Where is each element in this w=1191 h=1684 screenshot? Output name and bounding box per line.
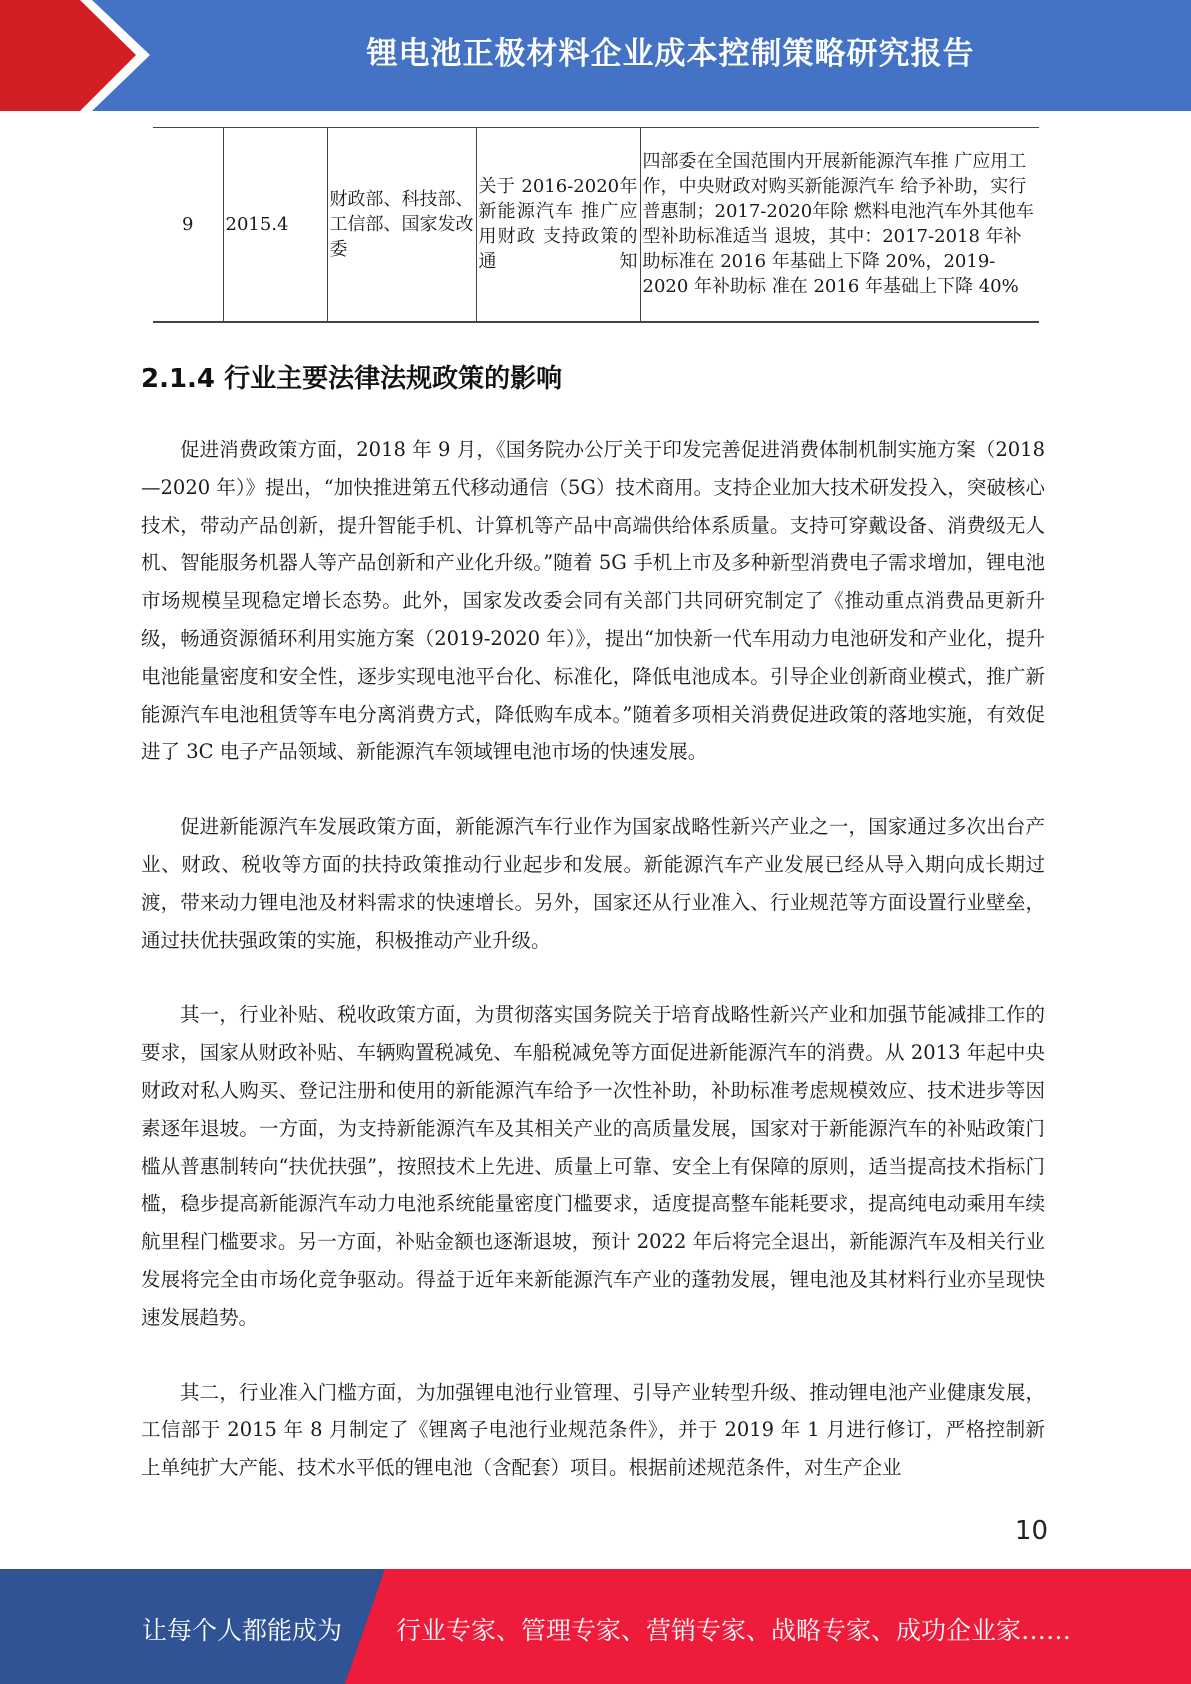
section-heading: 2.1.4 行业主要法律法规政策的影响 (141, 364, 563, 394)
report-title: 锂电池正极材料企业成本控制策略研究报告 (366, 36, 975, 72)
body-text (141, 431, 1045, 1487)
paragraph-nev-policy: 促进新能源汽车发展政策方面，新能源汽车行业作为国家战略性新兴产业之一，国家通过多次出台产业、财政、税收等方面的扶持政策推动行业起步和发展。新能源汽车产业发展已经从导入期向成长期过渡，带来动力锂电池及材料需求的快速增长。另外，国家还从行业准入、行业规范等方面设置行业壁垒，通过扶优扶强政策的实施，积极推动产业升级。 (141, 815, 1045, 952)
paragraph-consumption-policy: 促进消费政策方面，2018 年 9 月，《国务院办公厅关于印发完善促进消费体制机制实施方案（2018—2020 年）》提出，“加快推进第五代移动通信（5G）技术商用。支持企业加大技术研发投入，突破核心技术，带动产品创新，提升智能手机、计算机等产品中高端供给体系质量。支持可穿戴设备、消费级无人机、智能服务机器人等产品创新和产业化升级。”随着 5G 手机上市及多种新型消费电子需求增加，锂电池市场规模呈现稳定增长态势。此外，国家发改委会同有关部门共同研究制定了《推动重点消费品更新升级，畅通资源循环利用实施方案（2019-2020 年）》，提出“加快新一代车用动力电池研发和产业化，提升电池能量密度和安全性，逐步实现电池平台化、标准化，降低电池成本。引导企业创新商业模式，推广新能源汽车电池租赁等车电分离消费方式，降低购车成本。”随着多项相关消费促进政策的落地实施，有效促进了 3C 电子产品领域、新能源汽车领域锂电池市场的快速发展。 (141, 438, 1045, 764)
footer-slogan-right: 行业专家、管理专家、营销专家、战略专家、成功企业家…… (396, 1616, 1072, 1645)
page-header (0, 0, 1191, 111)
policy-table (153, 127, 1039, 323)
footer-slogan-left: 让每个人都能成为 (142, 1616, 343, 1645)
row-policy-title: 关于 2016-2020年新能源汽车 推广应用财政 支持政策的通 知 (476, 128, 640, 322)
row-date: 2015.4 (223, 128, 327, 322)
row-department: 财政部、科技部、工信部、国家发改委 (327, 128, 476, 322)
row-number: 9 (153, 128, 223, 322)
row-policy-content: 四部委在全国范围内开展新能源汽车推 广应用工作，中央财政对购买新能源汽车 给予补助，实行普惠制；2017-2020年除 燃料电池汽车外其他车型补助标准适当 退坡，其中：2017-2018 年补助标准在 2016 年基础上下降 20%，2019-2020 年补助标 准在 2016 年基础上下降 40% (640, 128, 1039, 322)
paragraph-subsidy-tax: 其一，行业补贴、税收政策方面，为贯彻落实国务院关于培育战略性新兴产业和加强节能减排工作的要求，国家从财政补贴、车辆购置税减免、车船税减免等方面促进新能源汽车的消费。从 2013 年起中央财政对私人购买、登记注册和使用的新能源汽车给予一次性补助，补助标准考虑规模效应、技术进步等因素逐年退坡。一方面，为支持新能源汽车及其相关产业的高质量发展，国家对于新能源汽车的补贴政策门槛从普惠制转向“扶优扶强”，按照技术上先进、质量上可靠、安全上有保障的原则，适当提高技术指标门槛，稳步提高新能源汽车动力电池系统能量密度门槛要求，适度提高整车能耗要求，提高纯电动乘用车续航里程门槛要求。另一方面，补贴金额也逐渐退坡，预计 2022 年后将完全退出，新能源汽车及相关行业发展将完全由市场化竞争驱动。得益于近年来新能源汽车产业的蓬勃发展，锂电池及其材料行业亦呈现快速发展趋势。 (141, 1003, 1045, 1329)
page-footer (0, 1569, 1191, 1684)
table-row (153, 128, 1039, 322)
page-number: 10 (1014, 1516, 1048, 1546)
paragraph-entry-threshold: 其二，行业准入门槛方面，为加强锂电池行业管理、引导产业转型升级、推动锂电池产业健康发展，工信部于 2015 年 8 月制定了《锂离子电池行业规范条件》，并于 2019 年 1 月进行修订，严格控制新上单纯扩大产能、技术水平低的锂电池（含配套）项目。根据前述规范条件，对生产企业 (141, 1380, 1045, 1480)
